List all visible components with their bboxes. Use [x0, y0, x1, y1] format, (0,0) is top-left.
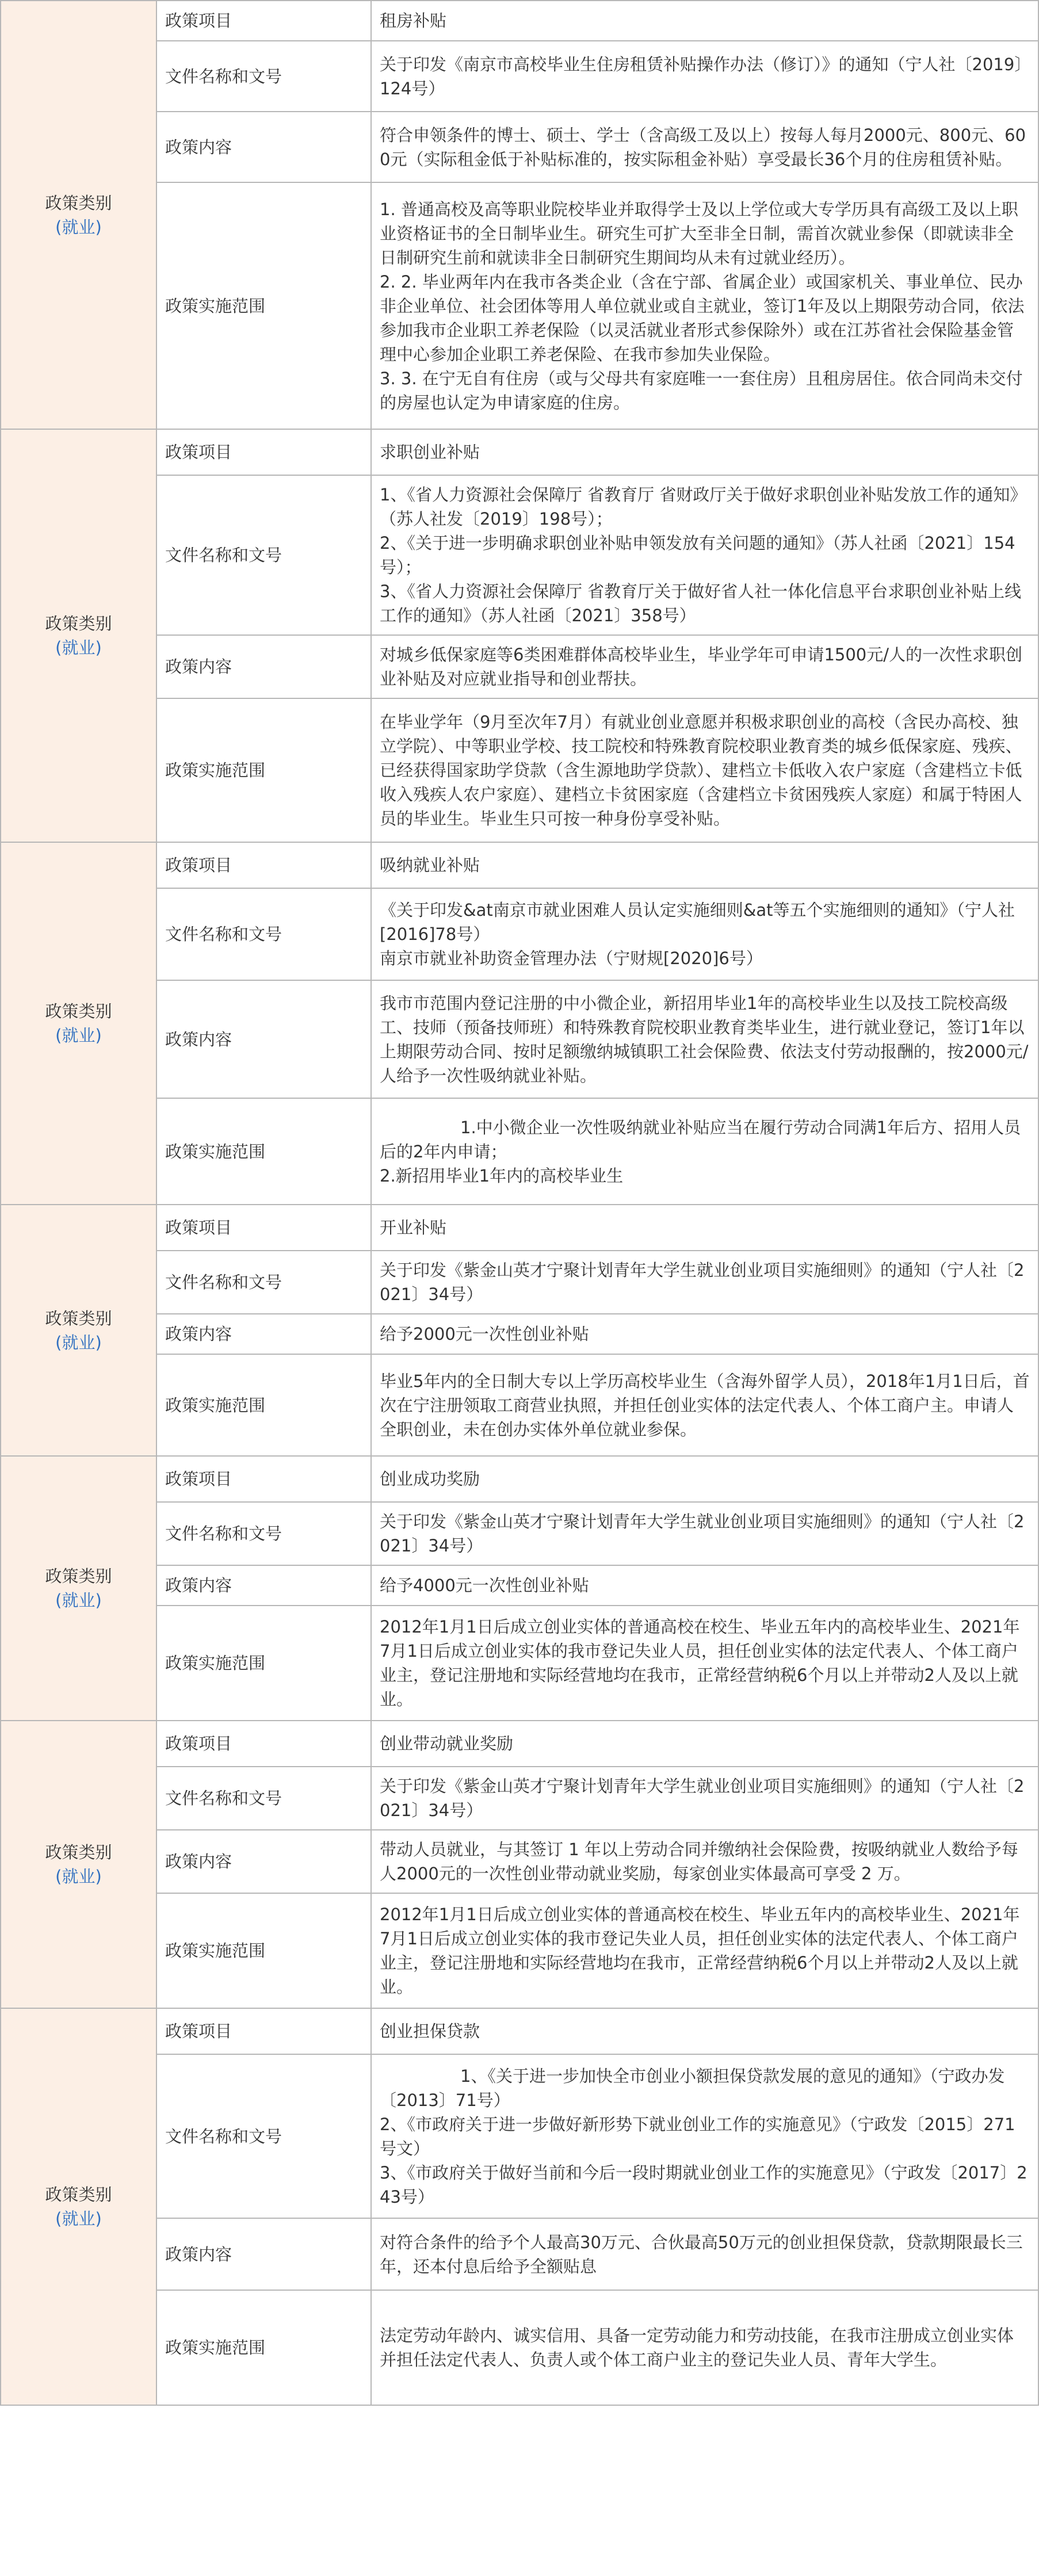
policy-scope-line: 在毕业学年（9月至次年7月）有就业创业意愿并积极求职创业的高校（含民办高校、独立学院）、中等职业学校、技工院校和特殊教育院校职业教育类的城乡低保家庭、残疾、已经获得国家助学贷款（含生源地助学贷款）、建档立卡低收入农户家庭（含建档立卡低收入残疾人农户家庭）、建档立卡贫困家庭（含建档立卡贫困残疾人家庭）和属于特困人员的毕业生。毕业生只可按一种身份享受补贴。 [380, 712, 1022, 828]
policy-scope-cell [371, 182, 1038, 429]
row-label-project: 政策项目 [156, 1205, 371, 1251]
policy-row-scope [1, 2290, 1038, 2405]
policy-document-line: 《关于印发&at南京市就业困难人员认定实施细则&at等五个实施细则的通知》（宁人社[2016]78号） [380, 900, 1015, 944]
policy-document-cell [371, 2054, 1038, 2218]
policy-content-line: 给予4000元一次性创业补贴 [380, 1576, 589, 1595]
policy-row-document [1, 2054, 1038, 2218]
row-label-document: 文件名称和文号 [156, 888, 371, 980]
policy-document-line: 1、《省人力资源社会保障厅 省教育厅 省财政厅关于做好求职创业补贴发放工作的通知》（苏人社发〔2019〕198号）； [380, 485, 1027, 529]
row-label-scope: 政策实施范围 [156, 698, 371, 842]
policy-document-line: 南京市就业补助资金管理办法（宁财规[2020]6号） [380, 949, 763, 968]
policy-document-cell [371, 888, 1038, 980]
policy-row-scope [1, 1606, 1038, 1721]
policy-scope-cell [371, 1606, 1038, 1721]
policy-project-cell: 求职创业补贴 [371, 429, 1038, 475]
policy-content-cell [371, 1565, 1038, 1606]
policy-table-body [1, 1, 1038, 2405]
policy-category-cell [1, 1456, 156, 1721]
policy-document-line [380, 2064, 1030, 2112]
policy-document-cell [371, 1251, 1038, 1314]
policy-content-cell [371, 112, 1038, 182]
policy-document-line: 关于印发《紫金山英才宁聚计划青年大学生就业创业项目实施细则》的通知（宁人社〔2021〕34号） [380, 1512, 1025, 1555]
policy-row-project [1, 1, 1038, 41]
row-label-content: 政策内容 [156, 2218, 371, 2290]
policy-scope-text: 1.中小微企业一次性吸纳就业补贴应当在履行劳动合同满1年后方、招用人员后的2年内申请； [380, 1117, 1021, 1161]
row-label-project: 政策项目 [156, 1721, 371, 1767]
policy-project-cell: 创业担保贷款 [371, 2008, 1038, 2054]
policy-category-cell [1, 1721, 156, 2008]
policy-document-line: 3、《省人力资源社会保障厅 省教育厅关于做好省人社一体化信息平台求职创业补贴上线工作的通知》（苏人社函〔2021〕358号） [380, 582, 1022, 625]
policy-document-line: 关于印发《紫金山英才宁聚计划青年大学生就业创业项目实施细则》的通知（宁人社〔2021〕34号） [380, 1260, 1025, 1304]
policy-scope-line: 2.新招用毕业1年内的高校毕业生 [380, 1165, 624, 1186]
policy-row-content [1, 2218, 1038, 2290]
policy-content-line: 带动人员就业，与其签订 1 年以上劳动合同并缴纳社会保险费，按吸纳就业人数给予每人2000元的一次性创业带动就业奖励，每家创业实体最高可享受 2 万。 [380, 1840, 1018, 1883]
policy-row-scope [1, 1354, 1038, 1456]
row-label-scope: 政策实施范围 [156, 182, 371, 429]
policy-content-cell [371, 2218, 1038, 2290]
policy-project-cell: 创业成功奖励 [371, 1456, 1038, 1502]
policy-category-sub: (就业) [55, 1591, 102, 1610]
row-label-content: 政策内容 [156, 112, 371, 182]
policy-document-cell [371, 1502, 1038, 1565]
policy-scope-line: 2012年1月1日后成立创业实体的普通高校在校生、毕业五年内的高校毕业生、2021年7月1日后成立创业实体的我市登记失业人员，担任创业实体的法定代表人、个体工商户业主，登记注册地和实际经营地均在我市，正常经营纳税6个月以上并带动2人及以上就业。 [380, 1617, 1020, 1709]
policy-category-cell [1, 842, 156, 1205]
row-label-project: 政策项目 [156, 1, 371, 41]
row-label-project: 政策项目 [156, 2008, 371, 2054]
policy-row-project [1, 1205, 1038, 1251]
policy-row-content [1, 1314, 1038, 1354]
policy-scope-line [380, 1115, 1030, 1164]
policy-row-document [1, 1251, 1038, 1314]
row-label-project: 政策项目 [156, 842, 371, 888]
policy-row-scope [1, 182, 1038, 429]
policy-content-cell [371, 1314, 1038, 1354]
policy-document-line: 关于印发《南京市高校毕业生住房租赁补贴操作办法（修订）》的通知（宁人社〔2019〕124号） [380, 54, 1023, 98]
policy-document-cell [371, 475, 1038, 635]
policy-scope-cell [371, 1098, 1038, 1205]
policy-row-project [1, 429, 1038, 475]
row-label-content: 政策内容 [156, 980, 371, 1098]
policy-row-document [1, 475, 1038, 635]
row-label-document: 文件名称和文号 [156, 41, 371, 112]
policy-scope-line: 2012年1月1日后成立创业实体的普通高校在校生、毕业五年内的高校毕业生、2021年7月1日后成立创业实体的我市登记失业人员，担任创业实体的法定代表人、个体工商户业主，登记注册地和实际经营地均在我市，正常经营纳税6个月以上并带动2人及以上就业。 [380, 1905, 1020, 1997]
policy-scope-line: 法定劳动年龄内、诚实信用、具备一定劳动能力和劳动技能，在我市注册成立创业实体并担任法定代表人、负责人或个体工商户业主的登记失业人员、青年大学生。 [380, 2326, 1014, 2369]
policy-category-sub: (就业) [55, 1867, 102, 1886]
policy-document-text: 1、《关于进一步加快全市创业小额担保贷款发展的意见的通知》（宁政办发〔2013〕71号） [380, 2066, 1005, 2110]
policy-scope-line: 3. 3. 在宁无自有住房（或与父母共有家庭唯一一套住房）且租房居住。依合同尚未交付的房屋也认定为申请家庭的住房。 [380, 368, 1023, 412]
policy-project-cell: 租房补贴 [371, 1, 1038, 41]
row-label-project: 政策项目 [156, 429, 371, 475]
policy-category-label: 政策类别 [45, 1002, 112, 1021]
policy-scope-line: 毕业5年内的全日制大专以上学历高校毕业生（含海外留学人员），2018年1月1日后，首次在宁注册领取工商营业执照，并担任创业实体的法定代表人、个体工商户主。申请人全职创业，未在创办实体外单位就业参保。 [380, 1371, 1030, 1439]
policy-category-cell [1, 1, 156, 429]
policy-row-document [1, 1767, 1038, 1830]
row-label-document: 文件名称和文号 [156, 1251, 371, 1314]
policy-content-cell [371, 980, 1038, 1098]
row-label-document: 文件名称和文号 [156, 1767, 371, 1830]
row-label-content: 政策内容 [156, 635, 371, 698]
policy-category-cell [1, 1205, 156, 1456]
policy-category-sub: (就业) [55, 638, 102, 658]
row-label-content: 政策内容 [156, 1830, 371, 1893]
policy-content-line: 我市市范围内登记注册的中小微企业，新招用毕业1年的高校毕业生以及技工院校高级工、技师（预备技师班）和特殊教育院校职业教育类毕业生，进行就业登记，签订1年以上期限劳动合同、按时足额缴纳城镇职工社会保险费、依法支付劳动报酬的，按2000元/人给予一次性吸纳就业补贴。 [380, 993, 1029, 1086]
policy-row-content [1, 112, 1038, 182]
row-label-scope: 政策实施范围 [156, 1098, 371, 1205]
policy-category-cell [1, 429, 156, 842]
policy-row-document [1, 1502, 1038, 1565]
policy-scope-cell [371, 1893, 1038, 2008]
policy-category-label: 政策类别 [45, 193, 112, 213]
policy-row-project [1, 842, 1038, 888]
policy-row-document [1, 888, 1038, 980]
policy-row-scope [1, 1098, 1038, 1205]
policy-document-cell [371, 1767, 1038, 1830]
policy-category-cell [1, 2008, 156, 2405]
policy-content-cell [371, 1830, 1038, 1893]
policy-project-cell: 创业带动就业奖励 [371, 1721, 1038, 1767]
policy-category-sub: (就业) [55, 1332, 102, 1352]
policy-row-content [1, 1565, 1038, 1606]
policy-scope-cell [371, 2290, 1038, 2405]
row-label-content: 政策内容 [156, 1314, 371, 1354]
policy-row-content [1, 1830, 1038, 1893]
policy-row-scope [1, 698, 1038, 842]
row-label-scope: 政策实施范围 [156, 1354, 371, 1456]
policy-row-project [1, 1456, 1038, 1502]
policy-content-line: 对符合条件的给予个人最高30万元、合伙最高50万元的创业担保贷款，贷款期限最长三年，还本付息后给予全额贴息 [380, 2232, 1023, 2276]
row-label-scope: 政策实施范围 [156, 2290, 371, 2405]
row-label-project: 政策项目 [156, 1456, 371, 1502]
policy-document-line: 2、《关于进一步明确求职创业补贴申领发放有关问题的通知》（苏人社函〔2021〕154号）； [380, 533, 1015, 577]
policy-row-project [1, 1721, 1038, 1767]
row-label-document: 文件名称和文号 [156, 1502, 371, 1565]
row-label-scope: 政策实施范围 [156, 1606, 371, 1721]
policy-content-line: 对城乡低保家庭等6类困难群体高校毕业生，毕业学年可申请1500元/人的一次性求职创业补贴及对应就业指导和创业帮扶。 [380, 645, 1023, 689]
policy-document-cell [371, 41, 1038, 112]
policy-row-content [1, 635, 1038, 698]
policy-category-label: 政策类别 [45, 614, 112, 633]
policy-content-line: 给予2000元一次性创业补贴 [380, 1324, 589, 1344]
policy-scope-line: 2. 2. 毕业两年内在我市各类企业（含在宁部、省属企业）或国家机关、事业单位、民办非企业单位、社会团体等用人单位就业或自主就业，签订1年及以上期限劳动合同，依法参加我市企业职工养老保险（以灵活就业者形式参保除外）或在江苏省社会保险基金管理中心参加企业职工养老保险、在我市参加失业保险。 [380, 272, 1025, 364]
policy-content-cell [371, 635, 1038, 698]
policy-category-sub: (就业) [55, 1026, 102, 1045]
policy-content-line: 符合申领条件的博士、硕士、学士（含高级工及以上）按每人每月2000元、800元、600元（实际租金低于补贴标准的，按实际租金补贴）享受最长36个月的住房租赁补贴。 [380, 125, 1026, 169]
policy-category-sub: (就业) [55, 217, 102, 237]
policy-document-line: 3、《市政府关于做好当前和今后一段时期就业创业工作的实施意见》（宁政发〔2017〕243号） [380, 2162, 1027, 2207]
policy-category-label: 政策类别 [45, 1308, 112, 1328]
policy-project-cell: 吸纳就业补贴 [371, 842, 1038, 888]
policy-category-label: 政策类别 [45, 1843, 112, 1862]
policy-category-label: 政策类别 [45, 1566, 112, 1586]
policy-scope-line: 1. 普通高校及高等职业院校毕业并取得学士及以上学位或大专学历具有高级工及以上职业资格证书的全日制毕业生。研究生可扩大至非全日制，需首次就业参保（即就读非全日制研究生前和就读非全日制研究生期间均从未有过就业经历）。 [380, 199, 1018, 267]
policy-category-label: 政策类别 [45, 2185, 112, 2204]
policy-scope-cell [371, 1354, 1038, 1456]
policy-row-project [1, 2008, 1038, 2054]
row-label-scope: 政策实施范围 [156, 1893, 371, 2008]
policy-row-scope [1, 1893, 1038, 2008]
row-label-document: 文件名称和文号 [156, 2054, 371, 2218]
policy-project-cell: 开业补贴 [371, 1205, 1038, 1251]
row-label-content: 政策内容 [156, 1565, 371, 1606]
policy-row-document [1, 41, 1038, 112]
policy-row-content [1, 980, 1038, 1098]
row-label-document: 文件名称和文号 [156, 475, 371, 635]
policy-document-line: 关于印发《紫金山英才宁聚计划青年大学生就业创业项目实施细则》的通知（宁人社〔2021〕34号） [380, 1776, 1025, 1820]
policy-scope-cell [371, 698, 1038, 842]
policy-document-line: 2、《市政府关于进一步做好新形势下就业创业工作的实施意见》（宁政发〔2015〕271号文） [380, 2114, 1015, 2158]
policy-category-sub: (就业) [55, 2209, 102, 2229]
